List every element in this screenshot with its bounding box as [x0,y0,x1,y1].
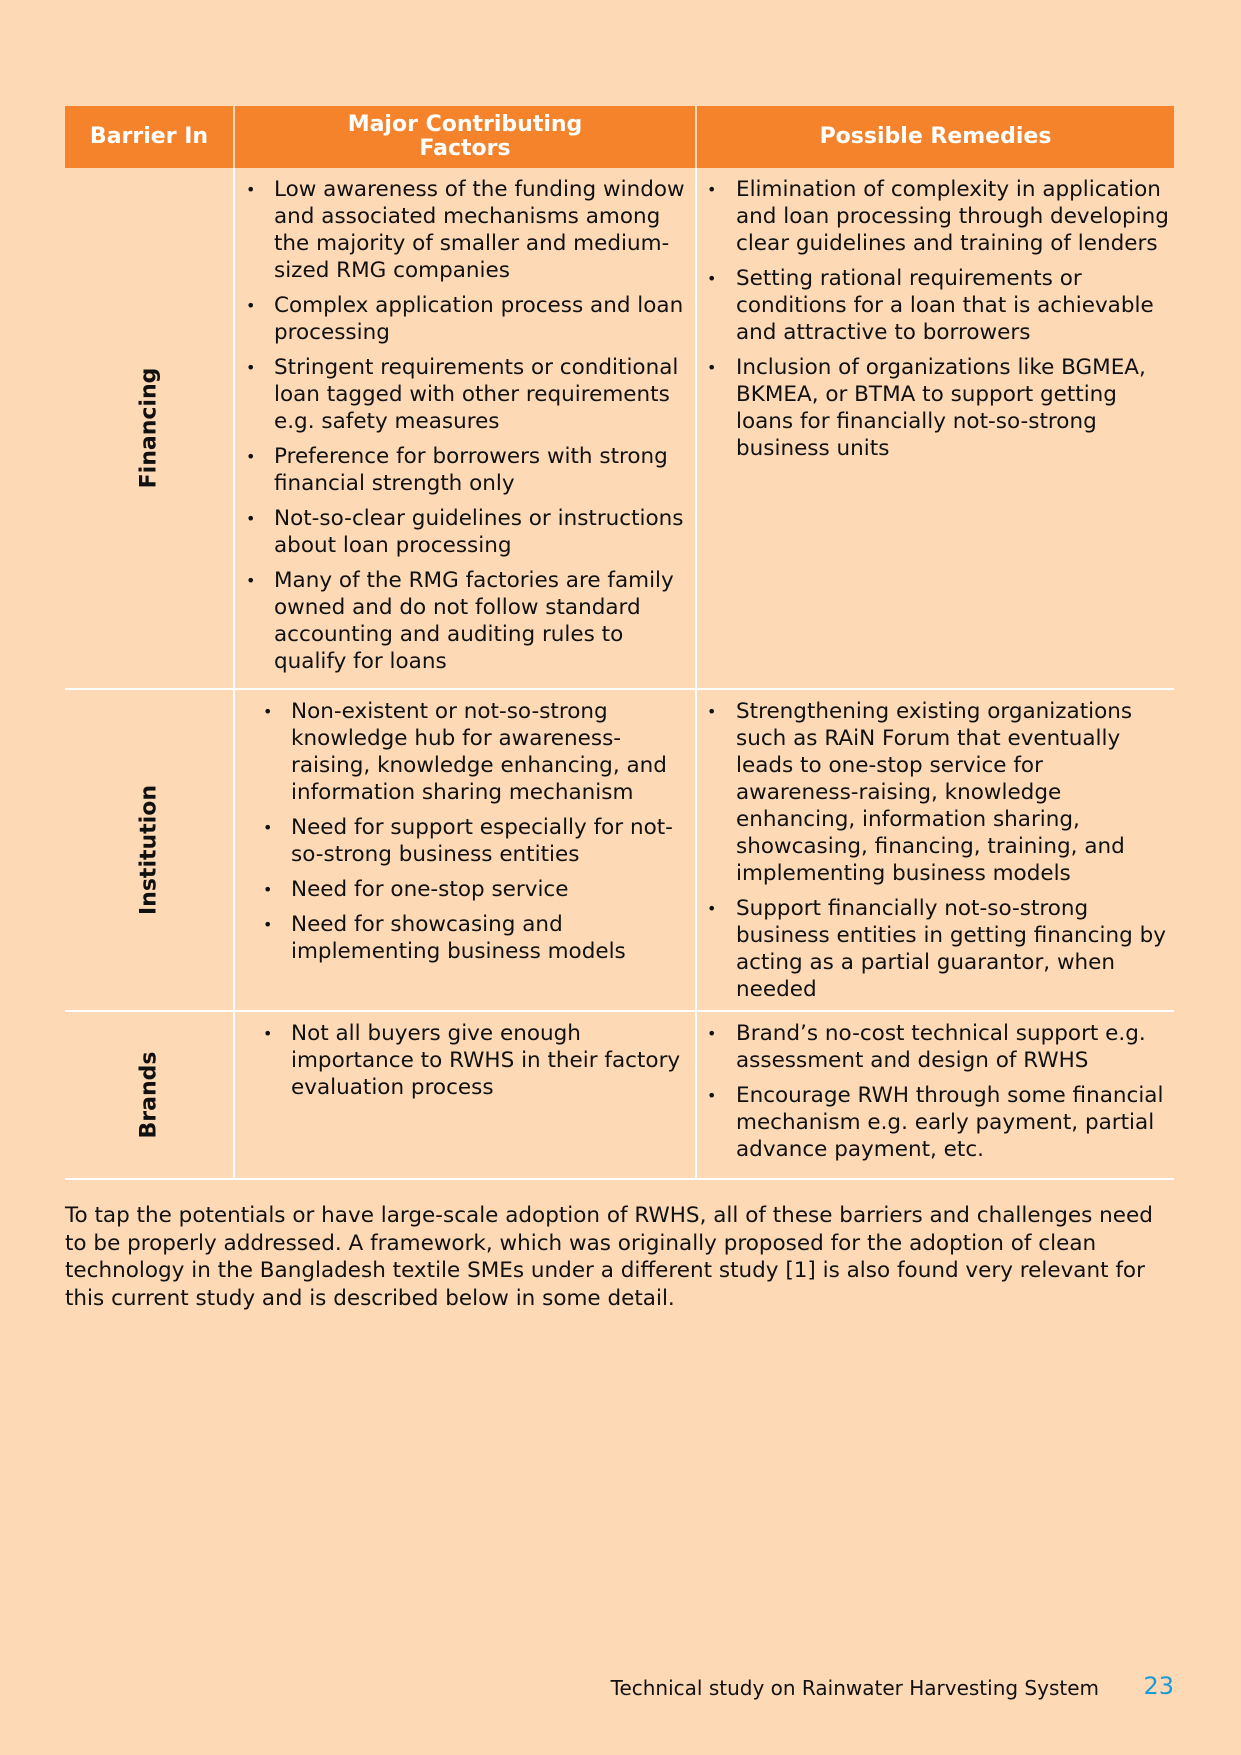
list-item: • Elimination of complexity in application and loan processing through developing clear guidelines and training of lenders [697,176,1174,257]
table-row-brands [65,1011,1174,1179]
factors-list-institution [235,698,695,965]
list-item: • Complex application process and loan processing [235,292,695,346]
header-possible-remedies: Possible Remedies [696,106,1174,168]
barrier-label-financing: Financing [136,367,162,489]
list-item: • Brand’s no-cost technical support e.g. assessment and design of RWHS [697,1020,1174,1074]
list-item: • Many of the RMG factories are family owned and do not follow standard accounting and auditing rules to qualify for loans [235,567,695,675]
factors-cell-financing [234,168,696,689]
table-row-institution [65,689,1174,1011]
factors-list-brands [235,1020,695,1101]
list-item: • Preference for borrowers with strong financial strength only [235,443,695,497]
list-item: • Low awareness of the funding window and associated mechanisms among the majority of smaller and medium-sized RMG companies [235,176,695,284]
list-item: • Need for support especially for not-so-strong business entities [235,814,695,868]
header-factors-line-1: Major Contributing [347,112,583,137]
list-item: • Inclusion of organizations like BGMEA, BKMEA, or BTMA to support getting loans for financially not-so-strong business units [697,354,1174,462]
table-row-financing [65,168,1174,689]
list-item: • Stringent requirements or conditional loan tagged with other requirements e.g. safety measures [235,354,695,435]
barrier-cell-institution [65,689,234,1011]
list-item: • Support financially not-so-strong business entities in getting financing by acting as a partial guarantor, when needed [697,895,1174,1003]
barrier-label-institution: Institution [136,784,162,916]
barrier-cell-financing [65,168,234,689]
table-header-row [65,106,1174,168]
list-item: • Not-so-clear guidelines or instructions about loan processing [235,505,695,559]
remedies-list-brands [697,1020,1174,1163]
barriers-table [65,106,1174,1180]
list-item: • Non-existent or not-so-strong knowledge hub for awareness-raising, knowledge enhancing, and information sharing mechanism [235,698,695,806]
remedies-list-institution [697,698,1174,1003]
list-item: • Encourage RWH through some financial mechanism e.g. early payment, partial advance payment, etc. [697,1082,1174,1163]
header-factors-line-2: Factors [419,136,511,161]
footer-document-title: Technical study on Rainwater Harvesting System [610,1676,1099,1700]
remedies-cell-financing [696,168,1174,689]
list-item: • Not all buyers give enough importance to RWHS in their factory evaluation process [235,1020,695,1101]
list-item: • Setting rational requirements or conditions for a loan that is achievable and attractive to borrowers [697,265,1174,346]
page-number: 23 [1143,1672,1174,1700]
remedies-cell-brands [696,1011,1174,1179]
factors-cell-institution [234,689,696,1011]
factors-cell-brands [234,1011,696,1179]
list-item: • Need for showcasing and implementing business models [235,911,695,965]
barrier-label-brands: Brands [136,1051,162,1139]
factors-list-financing [235,176,695,675]
remedies-cell-institution [696,689,1174,1011]
header-barrier-in: Barrier In [65,106,234,168]
barrier-cell-brands [65,1011,234,1179]
body-paragraph: To tap the potentials or have large-scale adoption of RWHS, all of these barriers and challenges need to be properly addressed. A framework, which was originally proposed for the adoption of clean technology in the Bangladesh textile SMEs under a different study [1] is also found very relevant for this current study and is described below in some detail. [65,1203,1153,1311]
list-item: • Strengthening existing organizations such as RAiN Forum that eventually leads to one-stop service for awareness-raising, knowledge enhancing, information sharing, showcasing, financing, training, and implementing business models [697,698,1174,887]
remedies-list-financing [697,176,1174,462]
list-item: • Need for one-stop service [235,876,695,903]
header-major-contributing-factors [234,106,696,168]
